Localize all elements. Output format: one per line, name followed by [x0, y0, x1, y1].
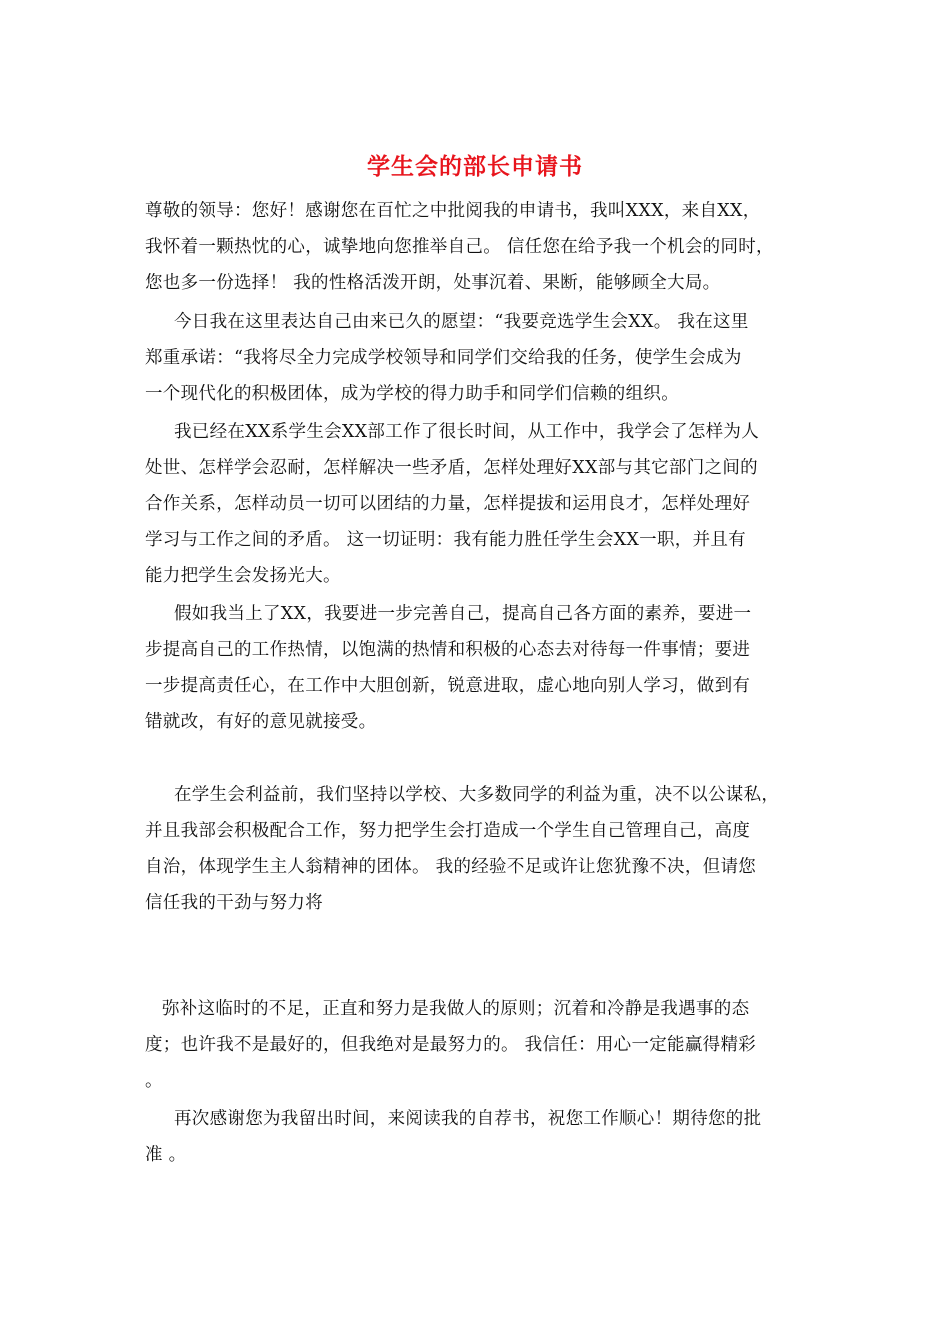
body-line: 。: [145, 1071, 163, 1091]
body-line: 弥补这临时的不足，正直和努力是我做人的原则；沉着和冷静是我遇事的态: [162, 999, 750, 1019]
body-line: 准 。: [145, 1145, 187, 1165]
body-line: 我已经在XX系学生会XX部工作了很长时间，从工作中，我学会了怎样为人: [174, 422, 760, 442]
body-line: 再次感谢您为我留出时间，来阅读我的自荐书，祝您工作顺心！期待您的批: [174, 1109, 762, 1129]
body-line: 自治，体现学生主人翁精神的团体。 我的经验不足或许让您犹豫不决，但请您: [145, 857, 757, 877]
body-line: 我怀着一颗热忱的心，诚挚地向您推举自己。 信任您在给予我一个机会的同时，: [145, 237, 774, 257]
body-line: 在学生会利益前，我们坚持以学校、大多数同学的利益为重，决不以公谋私，: [174, 785, 780, 805]
body-line: 假如我当上了XX，我要进一步完善自己，提高自己各方面的素养，要进一: [174, 604, 752, 624]
body-line: 郑重承诺：“我将尽全力完成学校领导和同学们交给我的任务，使学生会成为: [145, 348, 742, 368]
body-line: 合作关系，怎样动员一切可以团结的力量，怎样提拔和运用良才，怎样处理好: [145, 494, 751, 514]
body-line: 信任我的干劲与努力将: [145, 893, 323, 913]
body-line: 并且我部会积极配合工作，努力把学生会打造成一个学生自己管理自己，高度: [145, 821, 751, 841]
body-line: 度；也许我不是最好的，但我绝对是最努力的。 我信任：用心一定能赢得精彩: [145, 1035, 757, 1055]
body-line: 一步提高责任心，在工作中大胆创新，锐意进取，虚心地向别人学习，做到有: [145, 676, 751, 696]
document-title: 学生会的部长申请书: [367, 153, 583, 180]
body-line: 您也多一份选择！ 我的性格活泼开朗，处事沉着、果断，能够顾全大局。: [145, 273, 721, 293]
body-line: 步提高自己的工作热情，以饱满的热情和积极的心态去对待每一件事情；要进: [145, 640, 751, 660]
body-line: 学习与工作之间的矛盾。 这一切证明：我有能力胜任学生会XX一职，并且有: [145, 530, 746, 550]
body-line: 能力把学生会发扬光大。: [145, 566, 341, 586]
body-line: 一个现代化的积极团体，成为学校的得力助手和同学们信赖的组织。: [145, 384, 679, 404]
body-line: 处世、怎样学会忍耐，怎样解决一些矛盾，怎样处理好XX部与其它部门之间的: [145, 458, 758, 478]
body-line: 今日我在这里表达自己由来已久的愿望：“我要竞选学生会XX。 我在这里: [174, 312, 749, 332]
body-line: 错就改，有好的意见就接受。: [145, 712, 377, 732]
body-line: 尊敬的领导：您好！感谢您在百忙之中批阅我的申请书，我叫XXX，来自XX，: [145, 201, 761, 221]
